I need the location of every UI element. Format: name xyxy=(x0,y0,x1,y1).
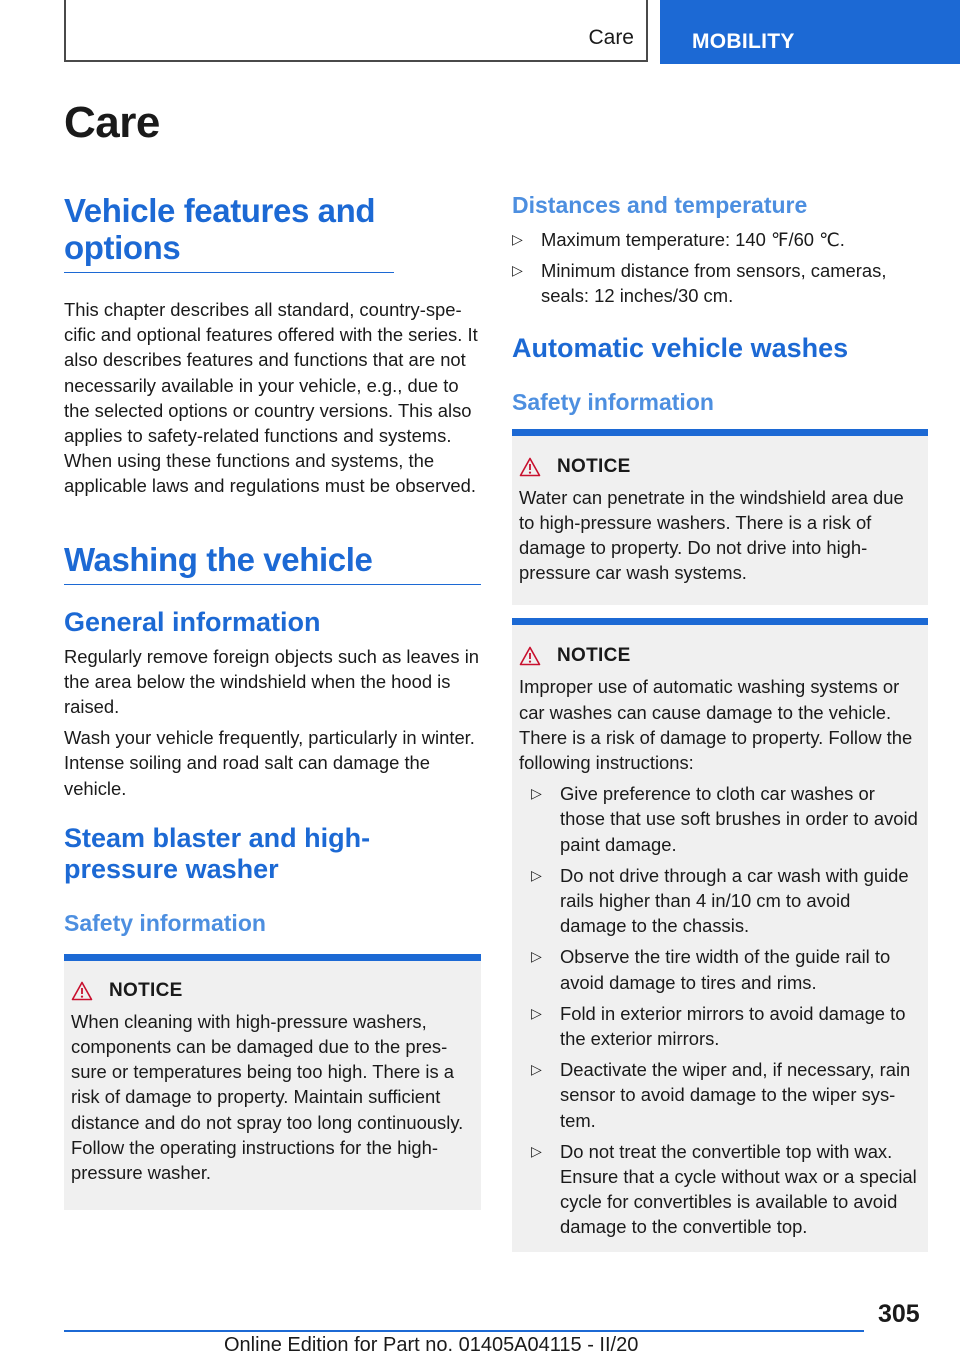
right-column xyxy=(512,192,928,1252)
header-chapter-label: MOBILITY xyxy=(692,30,795,53)
notice-header xyxy=(519,642,920,670)
features-text: This chapter describes all standard, country-specific and optional features offered with the series. It also describes features and functions that are not necessarily available in your vehicle, e.g., due to the selected options or country versions. This also applies to safety-related functions and systems. When using these functions and systems, the applicable laws and regulations must be observed. xyxy=(64,299,478,497)
triangle-bullet-icon: ▷ xyxy=(531,1061,542,1078)
warning-triangle-icon xyxy=(519,457,541,477)
triangle-bullet-icon: ▷ xyxy=(531,948,542,965)
list-item: ▷ Do not treat the convertible top with wax. Ensure that a cycle without wax or a special cycle for convertibles is available to avoid damage to the convertible top. xyxy=(531,1140,917,1238)
instructions-list xyxy=(519,781,920,1239)
notice-box-windshield xyxy=(512,429,928,606)
notice-text: Improper use of automatic washing systems or car washes can cause damage to the vehicle. There is a risk of damage to property. Follow the following instructions: xyxy=(519,676,913,774)
header-section-box xyxy=(64,0,648,62)
triangle-bullet-icon: ▷ xyxy=(531,785,542,802)
notice-label: NOTICE xyxy=(557,645,631,667)
heading-vehicle-features: Vehicle features and options xyxy=(64,192,394,273)
footer-edition-text: Online Edition for Part no. 01405A04115 - II/20 xyxy=(224,1334,639,1356)
header-chapter-tab xyxy=(660,0,960,64)
heading-safety-information-left: Safety information xyxy=(64,909,266,936)
triangle-bullet-icon: ▷ xyxy=(531,1142,542,1159)
heading-washing-vehicle: Washing the vehicle xyxy=(64,541,481,585)
list-item: ▷ Give preference to cloth car washes or those that use soft brushes in order to avoid paint damage. xyxy=(531,783,918,855)
notice-label: NOTICE xyxy=(109,979,183,1001)
notice-text: Water can penetrate in the windshield area due to high-pressure washers. There is a risk of damage to property. Do not drive into high-pressure car wash systems. xyxy=(519,486,904,584)
list-item: ▷ Fold in exterior mirrors to avoid damage to the exterior mirrors. xyxy=(531,1002,906,1050)
list-item: ▷ Deactivate the wiper and, if necessary, rain sensor to avoid damage to the wiper system. xyxy=(531,1059,911,1131)
left-column xyxy=(64,192,481,1210)
warning-triangle-icon xyxy=(519,646,541,666)
notice-header xyxy=(519,453,920,481)
page-number: 305 xyxy=(878,1300,920,1328)
distances-list xyxy=(512,227,928,309)
general-paragraph-1: Regularly remove foreign objects such as leaves in the area below the windshield when the hood is raised. xyxy=(64,645,480,718)
triangle-bullet-icon: ▷ xyxy=(512,231,523,247)
footer-divider xyxy=(64,1330,864,1332)
triangle-bullet-icon: ▷ xyxy=(512,262,523,279)
list-item: ▷ Observe the tire width of the guide rail to avoid damage to tires and rims. xyxy=(531,946,891,993)
list-item: ▷ Do not drive through a car wash with guide rails higher than 4 in/10 cm to avoid damage to the chassis. xyxy=(531,864,909,937)
heading-general-information: General information xyxy=(64,606,321,637)
list-item: ▷ Maximum temperature: 140 ℉/60 ℃. xyxy=(512,227,928,252)
general-paragraph-2: Wash your vehicle frequently, particularly in winter. Intense soiling and road salt can damage the vehicle. xyxy=(64,727,475,799)
notice-label: NOTICE xyxy=(557,455,631,477)
notice-box-high-pressure xyxy=(64,954,481,1210)
notice-box-automatic-washes xyxy=(512,618,928,1251)
notice-text: When cleaning with high-pressure washers, components can be damaged due to the pressure or temperatures being too high. There is a risk of damage to property. Maintain sufficient distance and do not spray too long continuously. Follow the operating instructions for the high-pressure washer. xyxy=(71,1010,464,1184)
list-item: ▷ Minimum distance from sensors, cameras, seals: 12 inches/30 cm. xyxy=(512,260,887,307)
triangle-bullet-icon: ▷ xyxy=(531,1004,542,1021)
triangle-bullet-icon: ▷ xyxy=(531,866,542,883)
notice-header xyxy=(71,977,471,1005)
heading-safety-information-right: Safety information xyxy=(512,388,714,415)
heading-automatic-vehicle-washes: Automatic vehicle washes xyxy=(512,332,849,363)
warning-triangle-icon xyxy=(71,981,93,1001)
header-section-label: Care xyxy=(588,26,634,49)
page-title: Care xyxy=(64,98,160,147)
heading-steam-blaster: Steam blaster and high-pressure washer xyxy=(64,822,371,884)
heading-distances-temperature: Distances and temperature xyxy=(512,192,808,218)
